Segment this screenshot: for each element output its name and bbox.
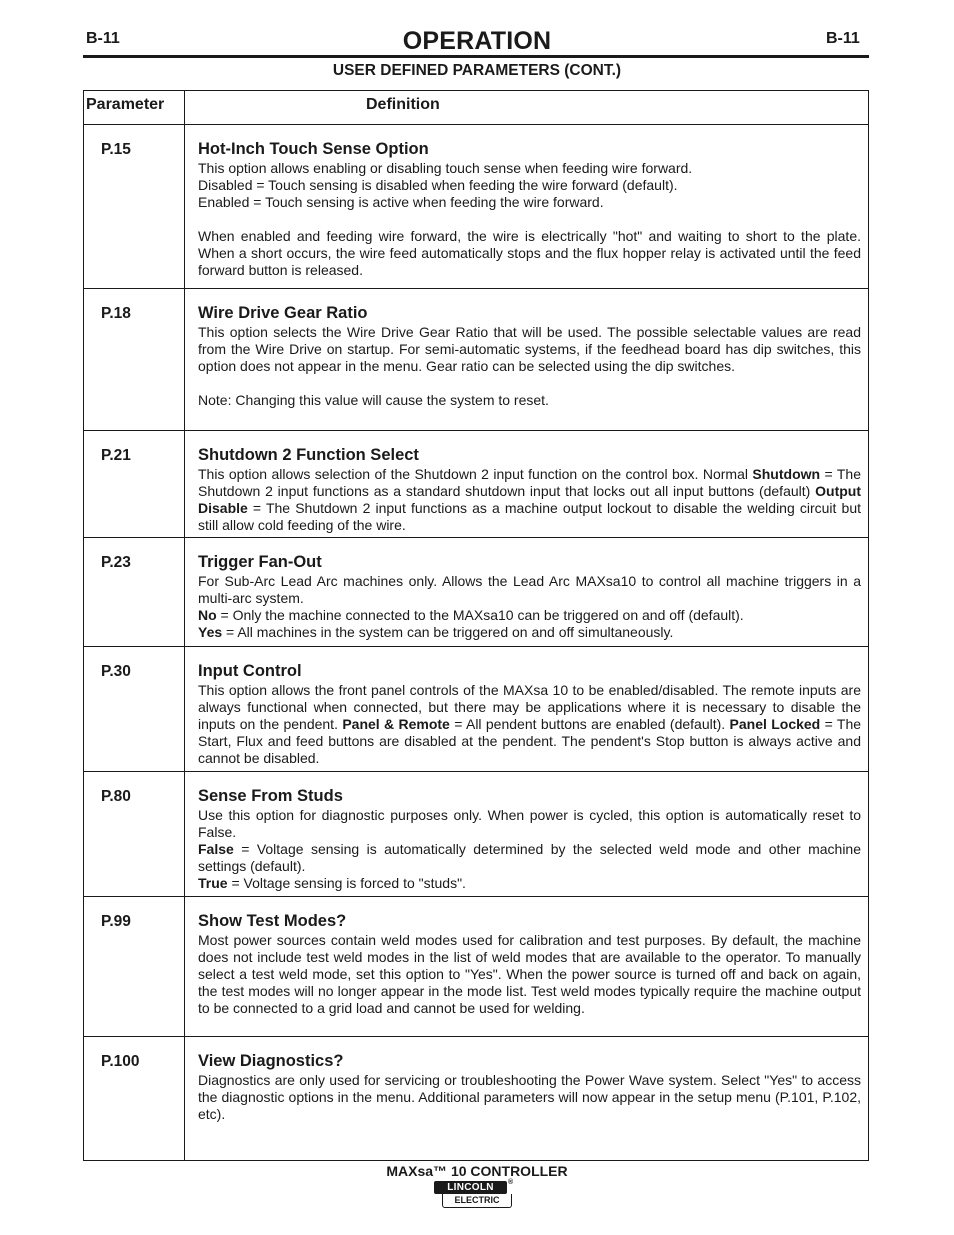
parameter-definition bbox=[198, 446, 861, 534]
definition-paragraph: For Sub-Arc Lead Arc machines only. Allows the Lead Arc MAXsa10 to control all machine triggers in a multi-arc system. bbox=[198, 573, 861, 606]
parameter-name: Sense From Studs bbox=[198, 787, 343, 805]
parameter-definition bbox=[198, 304, 861, 409]
definition-option bbox=[198, 624, 861, 641]
definition-paragraph: Use this option for diagnostic purposes only. When power is cycled, this option is automatically reset to False. bbox=[198, 807, 861, 840]
header-rule bbox=[83, 55, 869, 58]
parameter-name: View Diagnostics? bbox=[198, 1052, 344, 1070]
parameter-definition bbox=[198, 912, 861, 1017]
parameter-code: P.99 bbox=[101, 913, 131, 930]
definition-line: Disabled = Touch sensing is disabled when feeding the wire forward (default). bbox=[198, 177, 678, 193]
parameter-code: P.18 bbox=[101, 305, 131, 322]
option-label: Panel Locked bbox=[729, 716, 821, 732]
definition-paragraph: Diagnostics are only used for servicing or troubleshooting the Power Wave system. Select "Yes" to access the diagnostic options in the menu. Additional parameters will now appear in the setup menu (P.101, P.102, etc). bbox=[198, 1072, 861, 1122]
parameter-code: P.15 bbox=[101, 141, 131, 158]
parameters-table bbox=[83, 90, 869, 1161]
parameter-code: P.30 bbox=[101, 663, 131, 680]
option-label: Panel & Remote bbox=[342, 716, 450, 732]
definition-line: Enabled = Touch sensing is active when feeding the wire forward. bbox=[198, 194, 604, 210]
parameter-name: Shutdown 2 Function Select bbox=[198, 446, 419, 464]
parameter-name: Input Control bbox=[198, 662, 302, 680]
parameter-code: P.23 bbox=[101, 554, 131, 571]
parameter-name: Trigger Fan-Out bbox=[198, 553, 322, 571]
option-label: Shutdown bbox=[752, 466, 821, 482]
definition-paragraph: Most power sources contain weld modes used for calibration and test purposes. By default, the machine does not include test weld modes in the list of weld modes that are available to the operator. To manually select a test weld mode, set this option to "Yes". When the power source is turned off and back on again, the test modes will no longer appear in the mode list. Test weld modes typically require the machine output to be connected to a grid load and cannot be used for welding. bbox=[198, 932, 861, 1016]
page-number-right: B-11 bbox=[826, 30, 860, 47]
parameter-definition bbox=[198, 1052, 861, 1123]
definition-text: = All machines in the system can be triggered on and off simultaneously. bbox=[222, 624, 674, 640]
table-row bbox=[84, 1037, 868, 1159]
parameter-definition bbox=[198, 662, 861, 767]
definition-text: This option allows the front panel controls of the MAXsa 10 to be enabled/disabled. The remote inputs are always functional when connected, but there may be applications where it is necessary to disable the inputs on the pendent. bbox=[198, 682, 861, 732]
option-label: True bbox=[198, 875, 228, 891]
option-label: Output Disable bbox=[198, 483, 861, 516]
table-row bbox=[84, 289, 868, 431]
table-row bbox=[84, 538, 868, 647]
definition-line: This option allows enabling or disabling touch sense when feeding wire forward. bbox=[198, 160, 693, 176]
page-title: OPERATION bbox=[402, 27, 552, 55]
table-row bbox=[84, 647, 868, 772]
parameter-code: P.21 bbox=[101, 447, 131, 464]
product-name: MAXsa™ 10 CONTROLLER bbox=[386, 1163, 568, 1179]
parameter-definition bbox=[198, 787, 861, 892]
table-row bbox=[84, 772, 868, 897]
definition-text: = The Shutdown 2 input functions as a standard shutdown input that locks out all input buttons (default) bbox=[198, 466, 861, 499]
definition-option bbox=[198, 875, 861, 892]
definition-text: = The Shutdown 2 input functions as a machine output lockout to disable the welding circuit but still allow cold feeding of the wire. bbox=[198, 500, 861, 533]
definition-paragraph: When enabled and feeding wire forward, the wire is electrically "hot" and waiting to short to the plate. When a short occurs, the wire feed automatically stops and the flux hopper relay is activated until the feed forward button is released. bbox=[198, 228, 861, 278]
table-header-row bbox=[84, 91, 868, 125]
definition-text: = Voltage sensing is automatically determined by the selected weld mode and other machine settings (default). bbox=[198, 841, 861, 874]
parameter-definition bbox=[198, 140, 861, 279]
page-number-left: B-11 bbox=[86, 30, 120, 47]
definition-text: = Voltage sensing is forced to "studs". bbox=[227, 875, 466, 891]
definition-paragraph bbox=[198, 682, 861, 767]
column-header-definition: Definition bbox=[366, 96, 440, 113]
table-row bbox=[84, 431, 868, 538]
parameter-name: Hot-Inch Touch Sense Option bbox=[198, 140, 429, 158]
section-subtitle: USER DEFINED PARAMETERS (CONT.) bbox=[332, 62, 622, 79]
logo-bottom-text: ELECTRIC bbox=[442, 1194, 512, 1208]
parameter-definition bbox=[198, 553, 861, 641]
definition-paragraph: This option selects the Wire Drive Gear Ratio that will be used. The possible selectable values are read from the Wire Drive on startup. For semi-automatic systems, if the feedhead board has dip switches, this option does not appear in the menu. Gear ratio can be selected using the dip switches. bbox=[198, 324, 861, 374]
parameter-name: Wire Drive Gear Ratio bbox=[198, 304, 368, 322]
registered-mark: ® bbox=[508, 1179, 514, 1186]
definition-option bbox=[198, 607, 861, 624]
definition-text: This option allows selection of the Shutdown 2 input function on the control box. Normal bbox=[198, 466, 753, 482]
option-label: Yes bbox=[198, 624, 223, 640]
definition-text: = The Start, Flux and feed buttons are disabled at the pendent. The pendent's Stop button is always active and cannot be disabled. bbox=[198, 716, 862, 766]
column-header-parameter: Parameter bbox=[86, 96, 165, 113]
logo-top-text: LINCOLN bbox=[434, 1181, 507, 1194]
definition-text: = All pendent buttons are enabled (default). bbox=[449, 716, 730, 732]
option-label: No bbox=[198, 607, 217, 623]
parameter-code: P.80 bbox=[101, 788, 131, 805]
option-label: False bbox=[198, 841, 234, 857]
definition-text: = Only the machine connected to the MAXsa10 can be triggered on and off (default). bbox=[216, 607, 744, 623]
definition-option bbox=[198, 841, 861, 875]
table-row bbox=[84, 897, 868, 1037]
table-row bbox=[84, 125, 868, 289]
definition-note: Note: Changing this value will cause the system to reset. bbox=[198, 392, 549, 408]
definition-paragraph bbox=[198, 466, 861, 534]
parameter-name: Show Test Modes? bbox=[198, 912, 347, 930]
parameter-code: P.100 bbox=[101, 1053, 140, 1070]
lincoln-electric-logo bbox=[434, 1181, 514, 1209]
